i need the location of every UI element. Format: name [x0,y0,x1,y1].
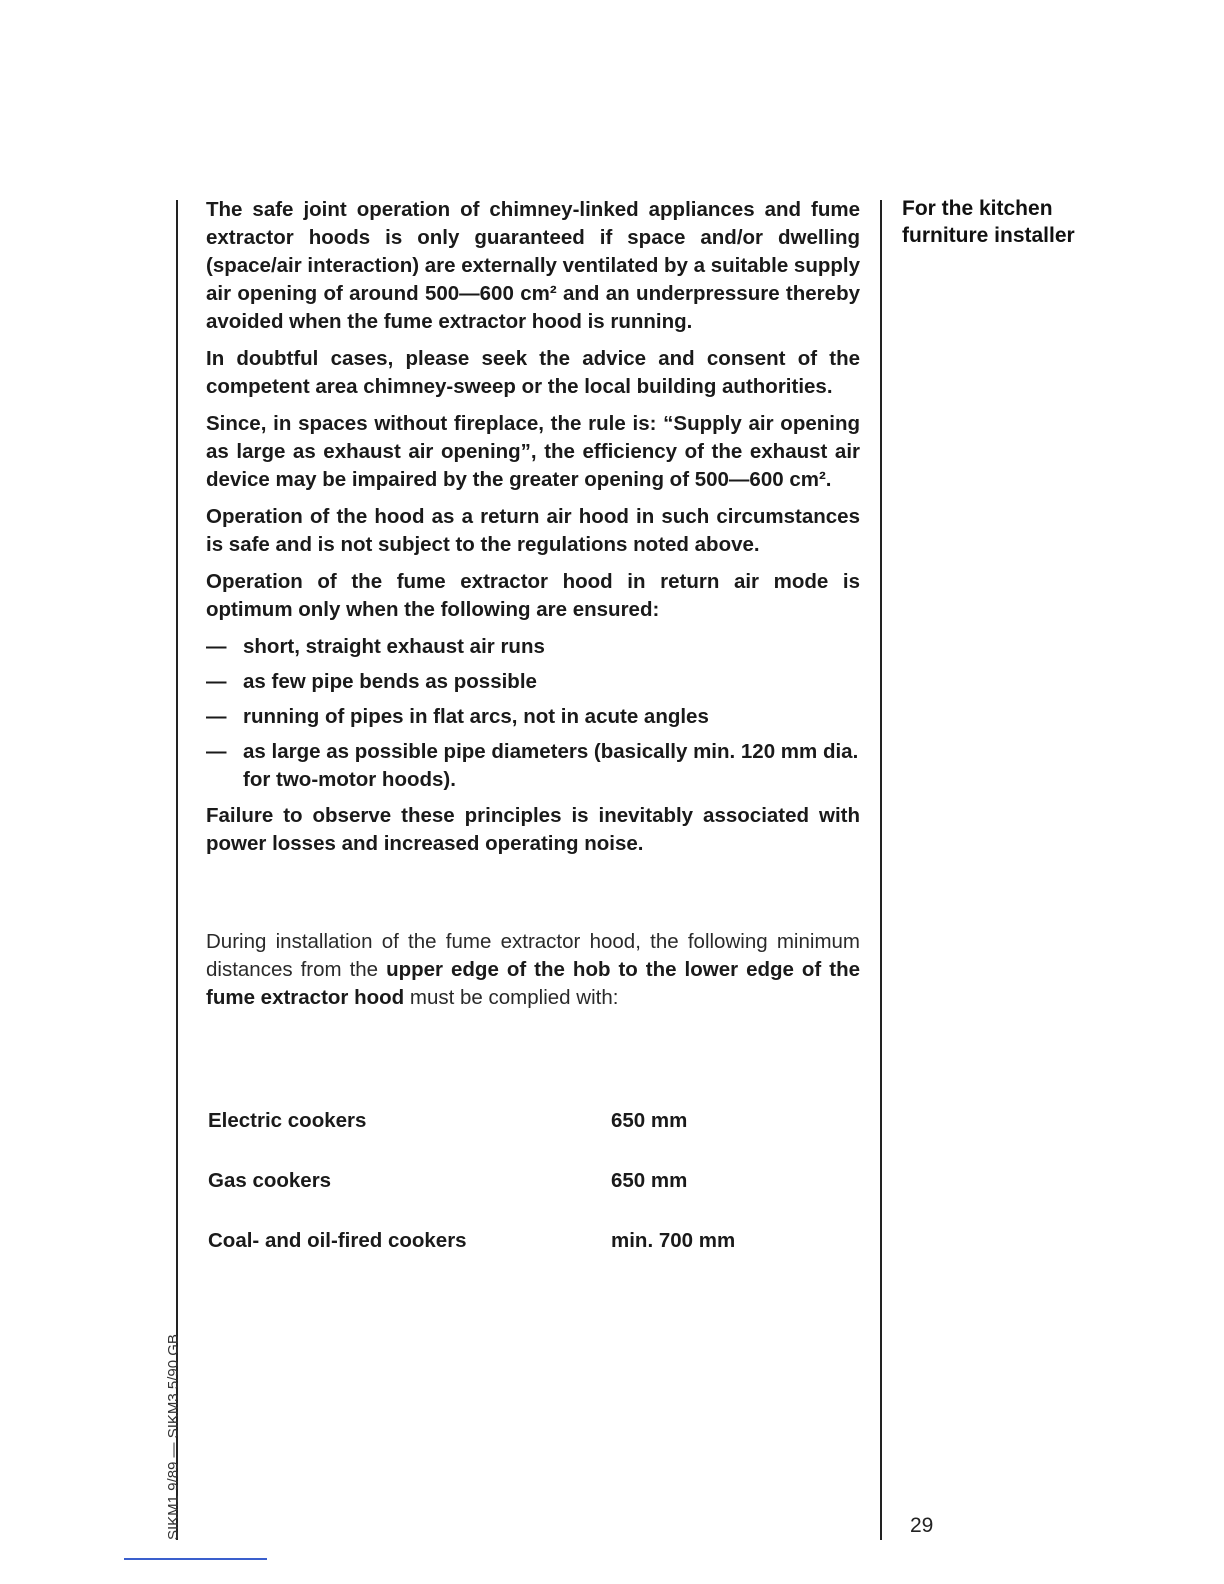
distances-table [208,1107,808,1287]
dash-bullet: — [206,740,227,763]
page-number: 29 [910,1514,934,1537]
cooker-type: Electric cookers [208,1109,367,1132]
list-item: — short, straight exhaust air runs [206,633,860,661]
paragraph-supply-air-rule: Since, in spaces without fireplace, the rule is: “Supply air opening as large as exhaust air opening”, the efficiency of the exhaust air device may be impaired by the greater opening of 500—600 cm². [206,412,860,491]
list-item: — running of pipes in flat arcs, not in acute angles [206,703,860,731]
minimum-distance: min. 700 mm [611,1229,736,1252]
document-code: SIKM1 9/89 — SIKM3 5/90 GB [165,1334,182,1540]
paragraph-return-air-optimum: Operation of the fume extractor hood in return air mode is optimum only when the following are ensured: [206,570,860,621]
minimum-distance: 650 mm [611,1109,688,1132]
cooker-type: Gas cookers [208,1169,332,1192]
main-text-column [206,196,860,1021]
cooker-type: Coal- and oil-fired cookers [208,1229,467,1252]
side-heading: For the kitchen furniture installer [902,197,1075,247]
emphasis-hob-to-hood: upper edge of the hob to the lower edge of the fume extractor hood [206,958,860,1009]
right-margin-rule [880,200,882,1540]
requirements-list [206,633,860,794]
dash-bullet: — [206,670,227,693]
paragraph-installation-distances: During installation of the fume extractor hood, the following minimum distances from the upper edge of the hob to the lower edge of the fume extractor hood must be complied with: [206,930,860,1009]
dash-bullet: — [206,635,227,658]
list-item: — as large as possible pipe diameters (basically min. 120 mm dia. for two-motor hoods). [206,740,859,791]
dash-bullet: — [206,705,227,728]
paragraph-ventilation: The safe joint operation of chimney-linked appliances and fume extractor hoods is only guaranteed if space and/or dwelling (space/air interaction) are externally ventilated by a suitable supply air opening of around 500—600 cm² and an underpressure thereby avoided when the fume extractor hood is running. [206,198,860,333]
list-item: — as few pipe bends as possible [206,668,860,696]
paragraph-doubtful-cases: In doubtful cases, please seek the advice and consent of the competent area chimney-sweep or the local building authorities. [206,347,860,398]
paragraph-return-air-safe: Operation of the hood as a return air hood in such circumstances is safe and is not subject to the regulations noted above. [206,505,860,556]
table-row [208,1107,808,1167]
paragraph-failure-warning: Failure to observe these principles is inevitably associated with power losses and increased operating noise. [206,804,860,855]
minimum-distance: 650 mm [611,1169,688,1192]
bottom-edge-line [124,1558,267,1560]
table-row [208,1227,808,1287]
table-row [208,1167,808,1227]
